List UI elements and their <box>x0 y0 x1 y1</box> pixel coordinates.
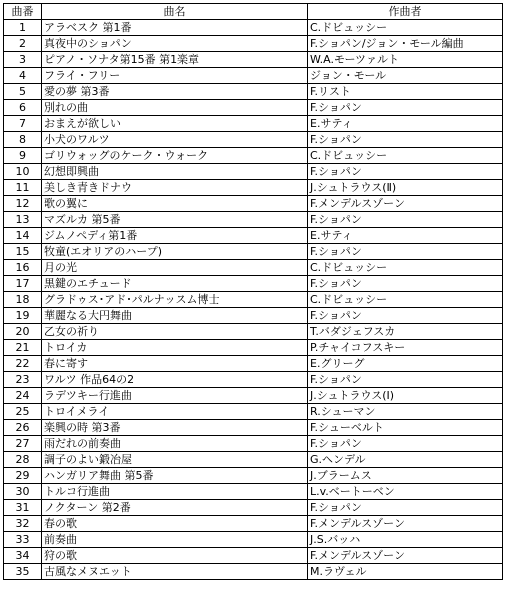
song-title-cell: 春に寄す <box>42 356 308 372</box>
table-row <box>4 68 503 84</box>
song-composer-cell: C.ドビュッシー <box>308 292 503 308</box>
song-composer-cell: F.メンデルスゾーン <box>308 196 503 212</box>
song-number-cell: 33 <box>4 532 42 548</box>
song-number-cell: 27 <box>4 436 42 452</box>
table-row <box>4 452 503 468</box>
table-row <box>4 404 503 420</box>
song-composer-cell: G.ヘンデル <box>308 452 503 468</box>
header-composer: 作曲者 <box>308 4 503 20</box>
song-composer-cell: F.ショパン <box>308 372 503 388</box>
table-row <box>4 532 503 548</box>
song-composer-cell: F.メンデルスゾーン <box>308 516 503 532</box>
table-row <box>4 356 503 372</box>
table-row <box>4 196 503 212</box>
song-title-cell: ワルツ 作品64の2 <box>42 372 308 388</box>
header-title: 曲名 <box>42 4 308 20</box>
song-composer-cell: M.ラヴェル <box>308 564 503 580</box>
song-title-cell: ラデツキー行進曲 <box>42 388 308 404</box>
table-row <box>4 148 503 164</box>
song-number-cell: 16 <box>4 260 42 276</box>
table-row <box>4 372 503 388</box>
header-number: 曲番 <box>4 4 42 20</box>
song-number-cell: 34 <box>4 548 42 564</box>
song-title-cell: 牧童(エオリアのハープ) <box>42 244 308 260</box>
song-composer-cell: F.シューベルト <box>308 420 503 436</box>
song-number-cell: 25 <box>4 404 42 420</box>
table-row <box>4 180 503 196</box>
song-number-cell: 28 <box>4 452 42 468</box>
song-composer-cell: J.S.バッハ <box>308 532 503 548</box>
song-number-cell: 6 <box>4 100 42 116</box>
table-row <box>4 468 503 484</box>
song-title-cell: トロイメライ <box>42 404 308 420</box>
table-row <box>4 260 503 276</box>
song-title-cell: 黒鍵のエチュード <box>42 276 308 292</box>
song-title-cell: アラベスク 第1番 <box>42 20 308 36</box>
song-number-cell: 3 <box>4 52 42 68</box>
song-title-cell: 調子のよい鍛冶屋 <box>42 452 308 468</box>
song-composer-cell: F.リスト <box>308 84 503 100</box>
song-number-cell: 11 <box>4 180 42 196</box>
song-composer-cell: C.ドビュッシー <box>308 148 503 164</box>
song-number-cell: 8 <box>4 132 42 148</box>
song-title-cell: 真夜中のショパン <box>42 36 308 52</box>
song-composer-cell: F.ショパン <box>308 132 503 148</box>
song-composer-cell: P.チャイコフスキー <box>308 340 503 356</box>
song-composer-cell: C.ドビュッシー <box>308 260 503 276</box>
song-title-cell: ハンガリア舞曲 第5番 <box>42 468 308 484</box>
song-number-cell: 17 <box>4 276 42 292</box>
song-composer-cell: J.シュトラウス(Ⅰ) <box>308 388 503 404</box>
song-composer-cell: L.v.ベートーベン <box>308 484 503 500</box>
song-number-cell: 13 <box>4 212 42 228</box>
table-row <box>4 132 503 148</box>
song-composer-cell: C.ドビュッシー <box>308 20 503 36</box>
song-title-cell: 前奏曲 <box>42 532 308 548</box>
table-row <box>4 548 503 564</box>
table-row <box>4 388 503 404</box>
table-row <box>4 20 503 36</box>
song-number-cell: 5 <box>4 84 42 100</box>
song-composer-cell: F.ショパン <box>308 100 503 116</box>
song-title-cell: ノクターン 第2番 <box>42 500 308 516</box>
song-number-cell: 9 <box>4 148 42 164</box>
table-row <box>4 36 503 52</box>
song-composer-cell: F.ショパン <box>308 244 503 260</box>
song-list-table <box>3 3 503 580</box>
song-number-cell: 14 <box>4 228 42 244</box>
song-number-cell: 31 <box>4 500 42 516</box>
song-title-cell: フライ・フリー <box>42 68 308 84</box>
song-composer-cell: E.サティ <box>308 116 503 132</box>
song-title-cell: 幻想即興曲 <box>42 164 308 180</box>
song-composer-cell: R.シューマン <box>308 404 503 420</box>
table-row <box>4 100 503 116</box>
song-number-cell: 15 <box>4 244 42 260</box>
table-row <box>4 500 503 516</box>
table-header <box>4 4 503 20</box>
table-row <box>4 228 503 244</box>
song-title-cell: ゴリウォッグのケーク・ウォーク <box>42 148 308 164</box>
table-row <box>4 212 503 228</box>
song-title-cell: 小犬のワルツ <box>42 132 308 148</box>
song-number-cell: 4 <box>4 68 42 84</box>
song-composer-cell: ジョン・モール <box>308 68 503 84</box>
song-title-cell: おまえが欲しい <box>42 116 308 132</box>
song-title-cell: トロイカ <box>42 340 308 356</box>
song-composer-cell: W.A.モーツァルト <box>308 52 503 68</box>
song-title-cell: ピアノ・ソナタ第15番 第1楽章 <box>42 52 308 68</box>
song-title-cell: 古風なメヌエット <box>42 564 308 580</box>
table-row <box>4 340 503 356</box>
song-number-cell: 32 <box>4 516 42 532</box>
song-title-cell: 乙女の祈り <box>42 324 308 340</box>
song-number-cell: 26 <box>4 420 42 436</box>
table-row <box>4 484 503 500</box>
table-row <box>4 436 503 452</box>
table-row <box>4 164 503 180</box>
song-title-cell: マズルカ 第5番 <box>42 212 308 228</box>
song-composer-cell: F.ショパン <box>308 500 503 516</box>
song-composer-cell: E.サティ <box>308 228 503 244</box>
song-title-cell: グラドゥス･アド･パルナッスム博士 <box>42 292 308 308</box>
song-composer-cell: F.メンデルスゾーン <box>308 548 503 564</box>
song-number-cell: 1 <box>4 20 42 36</box>
table-row <box>4 516 503 532</box>
song-title-cell: 狩の歌 <box>42 548 308 564</box>
song-title-cell: 愛の夢 第3番 <box>42 84 308 100</box>
song-number-cell: 12 <box>4 196 42 212</box>
song-composer-cell: F.ショパン <box>308 436 503 452</box>
song-number-cell: 21 <box>4 340 42 356</box>
song-composer-cell: F.ショパン <box>308 212 503 228</box>
song-title-cell: 華麗なる大円舞曲 <box>42 308 308 324</box>
table-row <box>4 84 503 100</box>
table-body <box>4 20 503 580</box>
song-title-cell: ジムノペディ第1番 <box>42 228 308 244</box>
table-row <box>4 116 503 132</box>
song-title-cell: 楽興の時 第3番 <box>42 420 308 436</box>
table-row <box>4 52 503 68</box>
song-number-cell: 10 <box>4 164 42 180</box>
song-composer-cell: F.ショパン/ジョン・モール編曲 <box>308 36 503 52</box>
table-row <box>4 420 503 436</box>
song-composer-cell: J.シュトラウス(Ⅱ) <box>308 180 503 196</box>
song-composer-cell: J.ブラームス <box>308 468 503 484</box>
song-title-cell: 春の歌 <box>42 516 308 532</box>
song-title-cell: 月の光 <box>42 260 308 276</box>
song-number-cell: 7 <box>4 116 42 132</box>
table-row <box>4 244 503 260</box>
song-number-cell: 22 <box>4 356 42 372</box>
song-number-cell: 29 <box>4 468 42 484</box>
song-title-cell: トルコ行進曲 <box>42 484 308 500</box>
song-title-cell: 歌の翼に <box>42 196 308 212</box>
song-composer-cell: E.グリーグ <box>308 356 503 372</box>
song-number-cell: 19 <box>4 308 42 324</box>
song-number-cell: 35 <box>4 564 42 580</box>
song-composer-cell: F.ショパン <box>308 164 503 180</box>
song-number-cell: 20 <box>4 324 42 340</box>
song-composer-cell: T.バダジェフスカ <box>308 324 503 340</box>
song-composer-cell: F.ショパン <box>308 308 503 324</box>
song-number-cell: 23 <box>4 372 42 388</box>
song-number-cell: 2 <box>4 36 42 52</box>
header-row <box>4 4 503 20</box>
table-row <box>4 564 503 580</box>
song-title-cell: 別れの曲 <box>42 100 308 116</box>
song-number-cell: 30 <box>4 484 42 500</box>
song-title-cell: 美しき青きドナウ <box>42 180 308 196</box>
song-number-cell: 24 <box>4 388 42 404</box>
song-title-cell: 雨だれの前奏曲 <box>42 436 308 452</box>
song-composer-cell: F.ショパン <box>308 276 503 292</box>
table-row <box>4 308 503 324</box>
table-row <box>4 276 503 292</box>
song-number-cell: 18 <box>4 292 42 308</box>
table-row <box>4 324 503 340</box>
table-row <box>4 292 503 308</box>
